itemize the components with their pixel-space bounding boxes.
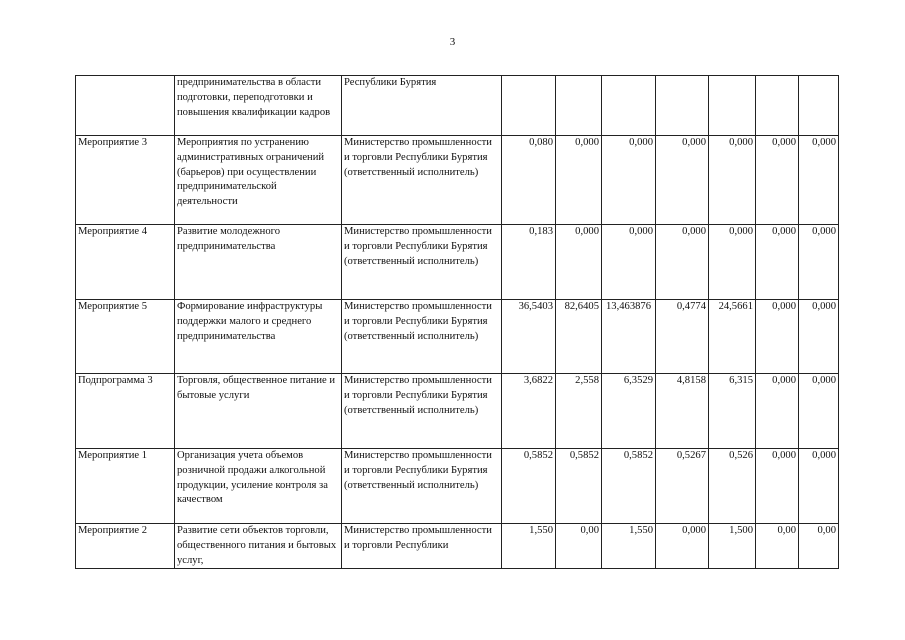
value-cell: 0,000: [756, 225, 799, 300]
row-executor-cell: Министерство промышленности и торговли Республики Бурятия (ответственный исполнитель): [342, 449, 502, 524]
value-cell: 0,5852: [602, 449, 656, 524]
value-cell: [502, 76, 556, 136]
value-cell: 0,000: [799, 449, 839, 524]
value-cell: 0,5852: [556, 449, 602, 524]
page-number: 3: [449, 36, 456, 48]
table-row: [76, 374, 839, 449]
value-cell: 0,000: [656, 225, 709, 300]
value-cell: 82,6405: [556, 300, 602, 374]
value-cell: 13,463876: [602, 300, 656, 374]
value-cell: 0,526: [709, 449, 756, 524]
value-cell: 0,183: [502, 225, 556, 300]
value-cell: 0,000: [556, 136, 602, 225]
value-cell: 6,315: [709, 374, 756, 449]
row-executor-cell: Министерство промышленности и торговли Республики Бурятия (ответственный исполнитель): [342, 374, 502, 449]
value-cell: 0,5267: [656, 449, 709, 524]
value-cell: 1,500: [709, 524, 756, 569]
value-cell: 1,550: [602, 524, 656, 569]
budget-table: [75, 75, 839, 569]
row-code-cell: Мероприятие 1: [76, 449, 175, 524]
value-cell: [656, 76, 709, 136]
table-row: [76, 300, 839, 374]
table-row: [76, 524, 839, 569]
value-cell: 0,000: [656, 136, 709, 225]
row-code-cell: [76, 76, 175, 136]
row-code-cell: Мероприятие 2: [76, 524, 175, 569]
table-row: [76, 76, 839, 136]
value-cell: 0,000: [756, 300, 799, 374]
value-cell: 0,5852: [502, 449, 556, 524]
value-cell: [556, 76, 602, 136]
value-cell: 0,080: [502, 136, 556, 225]
value-cell: 0,00: [756, 524, 799, 569]
value-cell: 36,5403: [502, 300, 556, 374]
value-cell: 24,5661: [709, 300, 756, 374]
value-cell: 0,000: [799, 225, 839, 300]
row-name-cell: предпринимательства в области подготовки, переподготовки и повышения квалификации кадров: [175, 76, 342, 136]
value-cell: 0,000: [709, 225, 756, 300]
row-code-cell: Подпрограмма 3: [76, 374, 175, 449]
value-cell: 0,000: [799, 300, 839, 374]
row-executor-cell: Министерство промышленности и торговли Республики Бурятия (ответственный исполнитель): [342, 300, 502, 374]
row-code-cell: Мероприятие 5: [76, 300, 175, 374]
table-row: [76, 136, 839, 225]
value-cell: 0,000: [799, 136, 839, 225]
value-cell: 0,000: [799, 374, 839, 449]
row-name-cell: Организация учета объемов розничной продажи алкогольной продукции, усиление контроля за качеством: [175, 449, 342, 524]
value-cell: 0,00: [556, 524, 602, 569]
row-code-cell: Мероприятие 4: [76, 225, 175, 300]
value-cell: 2,558: [556, 374, 602, 449]
value-cell: 3,6822: [502, 374, 556, 449]
value-cell: 0,000: [602, 136, 656, 225]
value-cell: 4,8158: [656, 374, 709, 449]
value-cell: [709, 76, 756, 136]
row-name-cell: Торговля, общественное питание и бытовые услуги: [175, 374, 342, 449]
row-executor-cell: Министерство промышленности и торговли Республики: [342, 524, 502, 569]
value-cell: 0,000: [756, 449, 799, 524]
row-name-cell: Развитие молодежного предпринимательства: [175, 225, 342, 300]
value-cell: 0,4774: [656, 300, 709, 374]
row-executor-cell: Республики Бурятия: [342, 76, 502, 136]
value-cell: [799, 76, 839, 136]
table-row: [76, 225, 839, 300]
value-cell: 0,000: [756, 136, 799, 225]
value-cell: 6,3529: [602, 374, 656, 449]
row-executor-cell: Министерство промышленности и торговли Республики Бурятия (ответственный исполнитель): [342, 136, 502, 225]
row-code-cell: Мероприятие 3: [76, 136, 175, 225]
value-cell: [756, 76, 799, 136]
value-cell: 0,00: [799, 524, 839, 569]
value-cell: [602, 76, 656, 136]
value-cell: 0,000: [602, 225, 656, 300]
value-cell: 0,000: [709, 136, 756, 225]
row-name-cell: Развитие сети объектов торговли, общественного питания и бытовых услуг,: [175, 524, 342, 569]
value-cell: 0,000: [556, 225, 602, 300]
value-cell: 0,000: [656, 524, 709, 569]
value-cell: 0,000: [756, 374, 799, 449]
row-executor-cell: Министерство промышленности и торговли Республики Бурятия (ответственный исполнитель): [342, 225, 502, 300]
value-cell: 1,550: [502, 524, 556, 569]
table-row: [76, 449, 839, 524]
row-name-cell: Мероприятия по устранению административных ограничений (барьеров) при осуществлении предпринимательской деятельности: [175, 136, 342, 225]
row-name-cell: Формирование инфраструктуры поддержки малого и среднего предпринимательства: [175, 300, 342, 374]
